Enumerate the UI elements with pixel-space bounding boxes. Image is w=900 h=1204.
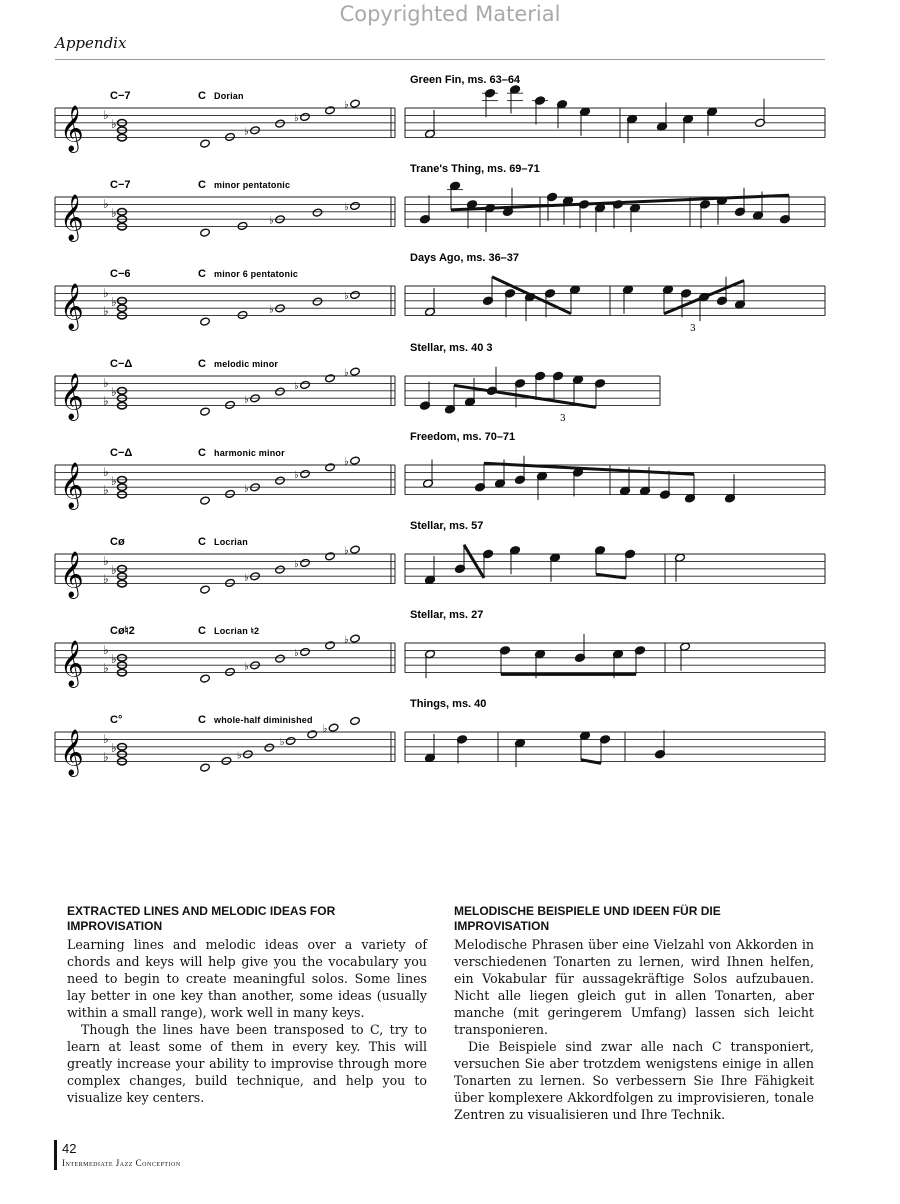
flat-icon: ♭	[103, 732, 109, 747]
flat-icon: ♭	[344, 456, 349, 468]
running-head: Appendix	[55, 34, 127, 52]
scale-note	[225, 132, 236, 141]
flat-icon: ♭	[111, 384, 117, 399]
flat-icon: ♭	[344, 545, 349, 557]
flat-icon: ♭	[103, 571, 109, 586]
scale-staff	[55, 625, 395, 689]
excerpt-title: Things, ms. 40	[410, 698, 487, 710]
scale-note	[325, 374, 336, 383]
beam	[581, 760, 601, 764]
scale-note	[221, 756, 232, 765]
excerpt-staff	[405, 698, 825, 767]
scale-staff	[55, 714, 395, 778]
page-number: 42	[62, 1141, 77, 1156]
excerpt-title: Stellar, ms. 57	[410, 520, 484, 532]
scale-row	[55, 252, 825, 334]
flat-icon: ♭	[111, 740, 117, 755]
scale-name: Locrian	[214, 537, 248, 547]
scale-name: Dorian	[214, 91, 244, 101]
excerpt-staff	[405, 342, 660, 424]
flat-icon: ♭	[279, 736, 285, 748]
scale-name-letter: C	[198, 358, 206, 370]
scale-name-letter: C	[198, 90, 206, 102]
footer-bar	[54, 1140, 57, 1170]
flat-icon: ♭	[269, 304, 274, 316]
scale-row	[55, 520, 825, 600]
scale-name: minor 6 pentatonic	[214, 269, 299, 279]
flat-icon: ♭	[111, 473, 117, 488]
scale-note	[275, 476, 286, 485]
excerpt-title: Freedom, ms. 70–71	[410, 431, 516, 443]
scale-note	[225, 667, 236, 676]
scale-staff	[55, 536, 395, 600]
scale-note	[350, 99, 361, 108]
scale-note	[350, 367, 361, 376]
flat-icon: ♭	[294, 647, 299, 659]
flat-icon: ♭	[111, 294, 117, 309]
flat-icon: ♭	[344, 290, 349, 302]
flat-icon: ♭	[344, 634, 349, 646]
scale-note	[200, 407, 211, 416]
scale-name-letter: C	[198, 536, 206, 548]
scale-note	[275, 565, 286, 574]
scale-name: harmonic minor	[214, 448, 285, 458]
flat-icon: ♭	[103, 393, 109, 408]
excerpt-title: Days Ago, ms. 36–37	[410, 252, 520, 264]
flat-icon: ♭	[294, 469, 299, 481]
scale-note	[200, 674, 211, 683]
flat-icon: ♭	[344, 201, 349, 213]
flat-icon: ♭	[103, 643, 109, 658]
scale-staff	[55, 179, 395, 243]
scale-note	[200, 139, 211, 148]
scale-row	[55, 74, 825, 154]
flat-icon: ♭	[103, 482, 109, 497]
flat-icon: ♭	[111, 562, 117, 577]
scale-note	[225, 489, 236, 498]
scale-note	[285, 736, 296, 745]
treble-clef-icon: 𝄞	[60, 283, 84, 330]
scale-note	[350, 456, 361, 465]
scale-note	[264, 743, 275, 752]
english-paragraph-1: Learning lines and melodic ideas over a variety of chords and keys will help give you the vocabulary you need to begin to create meaningful solos. Some lines lay better in one key than another, some ideas (usually within a small range), work well in many keys.	[67, 937, 427, 1020]
excerpt-title: Stellar, ms. 27	[410, 609, 484, 621]
english-heading: EXTRACTED LINES AND MELODIC IDEAS FOR IMPROVISATION	[67, 904, 336, 933]
scale-note	[225, 400, 236, 409]
scale-note	[275, 654, 286, 663]
scale-note	[200, 496, 211, 505]
scale-note	[350, 634, 361, 643]
scale-note	[325, 463, 336, 472]
excerpt-title: Green Fin, ms. 63–64	[410, 74, 521, 86]
scale-row	[55, 431, 825, 511]
scale-name: Locrian ♮2	[214, 626, 260, 636]
scale-name-letter: C	[198, 268, 206, 280]
scale-note	[350, 290, 361, 299]
treble-clef-icon: 𝄞	[60, 640, 84, 687]
flat-icon: ♭	[294, 380, 299, 392]
flat-icon: ♭	[103, 303, 109, 318]
triplet-mark: 3	[560, 414, 566, 424]
scale-note	[300, 112, 311, 121]
flat-icon: ♭	[322, 723, 328, 735]
excerpt-title: Stellar, ms. 40 3	[410, 342, 493, 354]
flat-icon: ♭	[103, 465, 109, 480]
scale-note	[200, 317, 211, 326]
flat-icon: ♭	[269, 215, 274, 227]
scale-note	[237, 310, 248, 319]
chord-symbol: C−Δ	[110, 358, 133, 370]
scale-name-letter: C	[198, 179, 206, 191]
treble-clef-icon: 𝄞	[60, 551, 84, 598]
beam	[664, 281, 744, 314]
scale-note	[350, 716, 361, 725]
scale-name: melodic minor	[214, 359, 279, 369]
flat-icon: ♭	[244, 661, 249, 673]
scale-name: minor pentatonic	[214, 180, 291, 190]
excerpt-staff	[405, 163, 825, 232]
flat-icon: ♭	[103, 660, 109, 675]
scale-name-letter: C	[198, 625, 206, 637]
scale-note	[312, 297, 323, 306]
flat-icon: ♭	[103, 376, 109, 391]
excerpt-staff	[405, 431, 825, 503]
copyright-watermark: Copyrighted Material	[339, 2, 561, 26]
excerpt-staff	[405, 74, 825, 143]
flat-icon: ♭	[294, 558, 299, 570]
flat-icon: ♭	[103, 108, 109, 123]
triplet-mark: 3	[690, 324, 696, 334]
scale-note	[300, 469, 311, 478]
scale-note	[325, 552, 336, 561]
scale-name: whole-half diminished	[214, 715, 313, 725]
flat-icon: ♭	[344, 367, 349, 379]
scale-note	[325, 106, 336, 115]
treble-clef-icon: 𝄞	[60, 105, 84, 152]
treble-clef-icon: 𝄞	[60, 194, 84, 241]
flat-icon: ♭	[244, 572, 249, 584]
chord-symbol: C°	[110, 714, 123, 726]
chord-symbol: C−7	[110, 179, 131, 191]
scale-note	[325, 641, 336, 650]
scale-staff	[55, 268, 395, 332]
scale-note	[200, 585, 211, 594]
german-paragraph-2: Die Beispiele sind zwar alle nach C transponiert, versuchen Sie aber trotzdem wenigstens einige in allen Tonarten zu lernen. So verbessern Sie Ihre Fähigkeit über komplexere Akkordfolgen zu improvisieren, tonale Zentren zu visualisieren und Ihre Technik.	[454, 1039, 814, 1122]
flat-icon: ♭	[103, 749, 109, 764]
german-heading: MELODISCHE BEISPIELE UND IDEEN FÜR DIE IMPROVISATION	[454, 904, 721, 933]
beam	[596, 574, 626, 578]
treble-clef-icon: 𝄞	[60, 462, 84, 509]
scale-row	[55, 609, 825, 689]
scale-row	[55, 342, 660, 424]
flat-icon: ♭	[236, 750, 242, 762]
scale-note	[225, 578, 236, 587]
flat-icon: ♭	[244, 394, 249, 406]
scale-note	[350, 201, 361, 210]
scale-row	[55, 698, 825, 778]
book-title: Intermediate Jazz Conception	[62, 1158, 181, 1168]
scale-note	[200, 763, 211, 772]
chord-symbol: C−Δ	[110, 447, 133, 459]
scale-note	[312, 208, 323, 217]
treble-clef-icon: 𝄞	[60, 729, 84, 776]
beam	[454, 385, 596, 407]
english-paragraph-2: Though the lines have been transposed to C, try to learn at least some of them in every key. This will greatly increase your ability to improvise through more complex changes, build technique, and help you to visualize key centers.	[67, 1022, 427, 1105]
scale-staff	[55, 90, 395, 154]
excerpt-staff	[405, 252, 825, 334]
flat-icon: ♭	[111, 116, 117, 131]
scale-note	[300, 647, 311, 656]
flat-icon: ♭	[103, 286, 109, 301]
scale-note	[200, 228, 211, 237]
flat-icon: ♭	[103, 554, 109, 569]
treble-clef-icon: 𝄞	[60, 373, 84, 420]
scale-note	[328, 723, 339, 732]
flat-icon: ♭	[111, 651, 117, 666]
scale-note	[275, 119, 286, 128]
flat-icon: ♭	[103, 197, 109, 212]
german-paragraph-1: Melodische Phrasen über eine Vielzahl von Akkorden in verschiedenen Tonarten zu lernen, wird Ihnen helfen, ein Vokabular für aussagekräftige Solos aufzubauen. Nicht alle liegen gleich gut in allen Tonarten, aber manche (mit geringerem Umfang) lassen sich leicht transponieren.	[454, 937, 814, 1037]
chord-symbol: Cø♮2	[110, 625, 135, 637]
scale-name-letter: C	[198, 447, 206, 459]
excerpt-staff	[405, 609, 825, 678]
excerpt-staff	[405, 520, 825, 585]
flat-icon: ♭	[294, 112, 299, 124]
english-column	[67, 904, 427, 1106]
scale-note	[237, 221, 248, 230]
chord-symbol: Cø	[110, 536, 125, 548]
scale-note	[300, 558, 311, 567]
scale-row	[55, 163, 825, 243]
flat-icon: ♭	[344, 99, 349, 111]
scale-note	[350, 545, 361, 554]
flat-icon: ♭	[111, 205, 117, 220]
chord-symbol: C−6	[110, 268, 131, 280]
scale-staff	[55, 447, 395, 511]
scale-note	[275, 387, 286, 396]
scale-note	[307, 730, 318, 739]
scale-staff	[55, 358, 395, 422]
scale-name-letter: C	[198, 714, 206, 726]
flat-icon: ♭	[244, 483, 249, 495]
german-column	[454, 904, 814, 1123]
chord-symbol: C−7	[110, 90, 131, 102]
flat-icon: ♭	[244, 126, 249, 138]
excerpt-title: Trane's Thing, ms. 69–71	[410, 163, 540, 175]
scale-note	[300, 380, 311, 389]
